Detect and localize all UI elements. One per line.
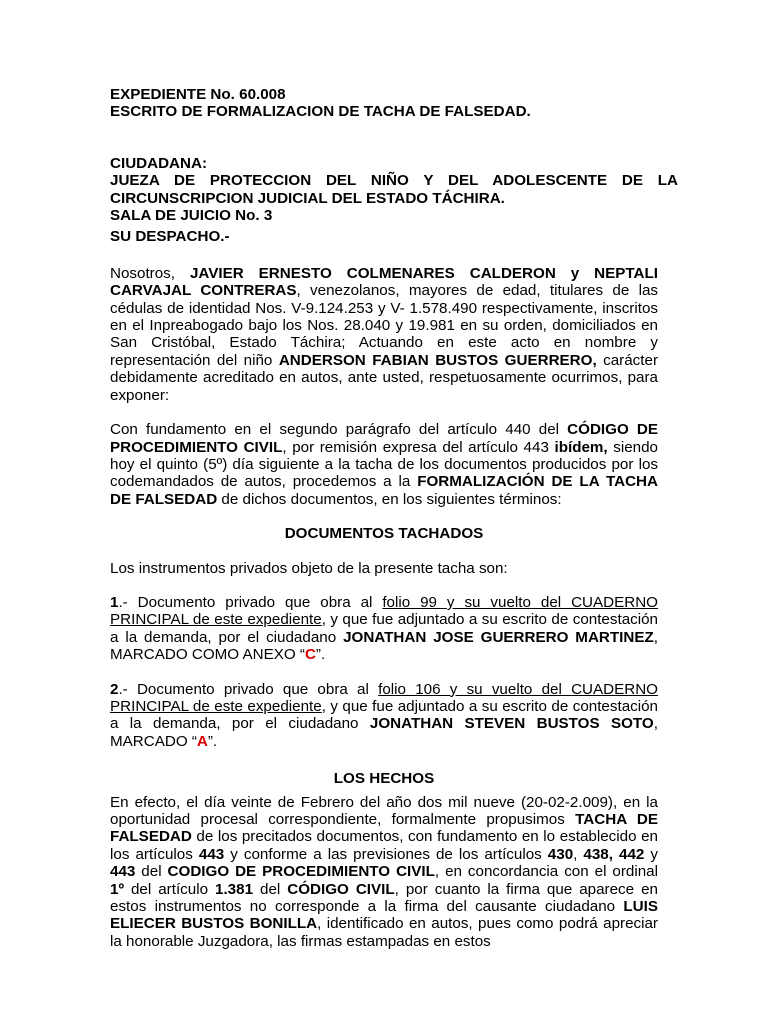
article-443-second: 443: [110, 863, 136, 881]
document-item-2: [110, 681, 658, 751]
document-1-number: 1: [110, 593, 119, 611]
document-2-annex-mark: A: [196, 732, 208, 750]
article-442: 442: [619, 845, 645, 863]
article-430: 430: [547, 845, 574, 863]
intro-paragraph: [110, 265, 658, 404]
causante-name: LUIS ELIECER BUSTOS BONILLA: [110, 898, 658, 933]
child-name: ANDERSON FABIAN BUSTOS GUERRERO,: [278, 351, 597, 369]
article-443: 443: [198, 845, 225, 863]
document-2-folio-reference: folio 106 y su vuelto del CUADERNO PRINCIPAL de este expediente: [110, 680, 658, 715]
cpc-reference: CODIGO DE PROCEDIMIENTO CIVIL: [167, 863, 435, 881]
addressee-block: [110, 155, 678, 246]
ibidem-reference: ibídem,: [554, 438, 608, 456]
intro-text-2: , venezolanos, mayores de edad, titulares de las cédulas de identidad Nos. V-9.124.253 y V- 1.578.490 respectivamente, inscritos en el Inpreabogado bajo los Nos. 28.040 y 19.981 en su orden, domiciliados en San Cristóbal, Estado Táchira; Actuando en este acto en nombre y representación del niño: [110, 282, 658, 369]
civil-code-reference: CÓDIGO CIVIL: [287, 880, 395, 898]
document-page: [110, 86, 678, 950]
tacha-reference: TACHA DE FALSEDAD: [110, 811, 658, 846]
document-1-annex-mark: C: [304, 646, 316, 664]
hechos-text-9: , por cuanto la firma que aparece en estos instrumentos no corresponde a la firma del causante ciudadano: [110, 880, 658, 916]
petitioner-names: JAVIER ERNESTO COLMENARES CALDERON y NEPTALI CARVAJAL CONTRERAS: [110, 264, 659, 300]
fundamento-text-3: siendo hoy el quinto (5º) día siguiente a la tacha de los documentos producidos por los codemandados de autos, procedemos a la: [110, 438, 658, 491]
hechos-text-3: y conforme a las previsiones de los artículos: [224, 845, 548, 863]
document-2-text-4: ”.: [207, 732, 218, 750]
addressee-line2: CIRCUNSCRIPCION JUDICIAL DEL ESTADO TÁCHIRA.: [110, 189, 505, 207]
hechos-text-10: , identificado en autos, pues como podrá apreciar la honorable Juzgadora, las firmas estampadas en estos: [110, 915, 658, 950]
ordinal-reference: 1º: [110, 880, 124, 898]
fundamento-text-2: , por remisión expresa del artículo 443: [282, 438, 555, 456]
fundamento-text-4: de dichos documentos, en los siguientes términos:: [217, 490, 562, 508]
document-2-text-2: , y que fue adjuntado a su escrito de contestación a la demanda, por el ciudadano: [110, 697, 658, 733]
documentos-heading: DOCUMENTOS TACHADOS: [284, 525, 484, 543]
hechos-text-7: del artículo: [124, 880, 216, 898]
addressee-ciudadana: CIUDADANA:: [110, 154, 208, 172]
addressee-sala: SALA DE JUICIO No. 3: [110, 207, 273, 225]
hechos-text-1: En efecto, el día veinte de Febrero del año dos mil nueve (20-02-2.009), en la oportunidad procesal correspondiente, formalmente propusimos: [110, 793, 658, 828]
document-item-1: [110, 594, 658, 664]
formalizacion-reference: FORMALIZACIÓN DE LA TACHA DE FALSEDAD: [110, 473, 658, 508]
document-1-text-4: ”.: [315, 646, 326, 664]
document-1-text-1: .- Documento privado que obra al: [118, 593, 383, 611]
intro-text-3: carácter debidamente acreditado en autos, ante usted, respetuosamente ocurrimos, para exponer:: [110, 351, 658, 404]
document-2-person: JONATHAN STEVEN BUSTOS SOTO: [369, 715, 654, 733]
hechos-heading: LOS HECHOS: [333, 770, 435, 788]
document-title: ESCRITO DE FORMALIZACION DE TACHA DE FALSEDAD.: [110, 103, 531, 121]
article-438: 438,: [583, 845, 613, 863]
document-1-person: JONATHAN JOSE GUERRERO MARTINEZ: [343, 628, 654, 646]
article-1381: 1.381: [215, 880, 254, 898]
hechos-sep-1: ,: [573, 845, 584, 863]
addressee-despacho: SU DESPACHO.-: [110, 228, 230, 246]
addressee-line1: JUEZA DE PROTECCION DEL NIÑO Y DEL ADOLESCENTE DE LA: [110, 172, 678, 190]
fundamento-paragraph: [110, 421, 658, 508]
expediente-number: EXPEDIENTE No. 60.008: [110, 86, 286, 103]
code-reference: CÓDIGO DE PROCEDIMIENTO CIVIL: [110, 421, 659, 456]
document-2-text-3: , MARCADO “: [110, 715, 658, 750]
document-1-folio-reference: folio 99 y su vuelto del CUADERNO PRINCIPAL de este expediente: [110, 593, 658, 629]
intro-text-1: Nosotros,: [110, 264, 190, 282]
hechos-text-4: y: [644, 845, 658, 863]
hechos-text-5: del: [135, 863, 168, 881]
fundamento-text-1: Con fundamento en el segundo parágrafo del artículo 440 del: [110, 421, 568, 439]
hechos-paragraph: [110, 794, 658, 951]
hechos-text-2: de los precitados documentos, con fundamento en lo establecido en los artículos: [110, 828, 658, 863]
document-1-text-3: , MARCADO COMO ANEXO “: [110, 628, 658, 664]
hechos-text-6: , en concordancia con el ordinal: [434, 863, 659, 881]
document-1-text-2: , y que fue adjuntado a su escrito de contestación a la demanda, por el ciudadano: [110, 611, 658, 646]
document-2-number: 2: [110, 680, 119, 698]
documentos-intro: Los instrumentos privados objeto de la presente tacha son:: [110, 559, 508, 577]
document-2-text-1: .- Documento privado que obra al: [118, 680, 379, 698]
hechos-text-8: del: [253, 880, 288, 898]
